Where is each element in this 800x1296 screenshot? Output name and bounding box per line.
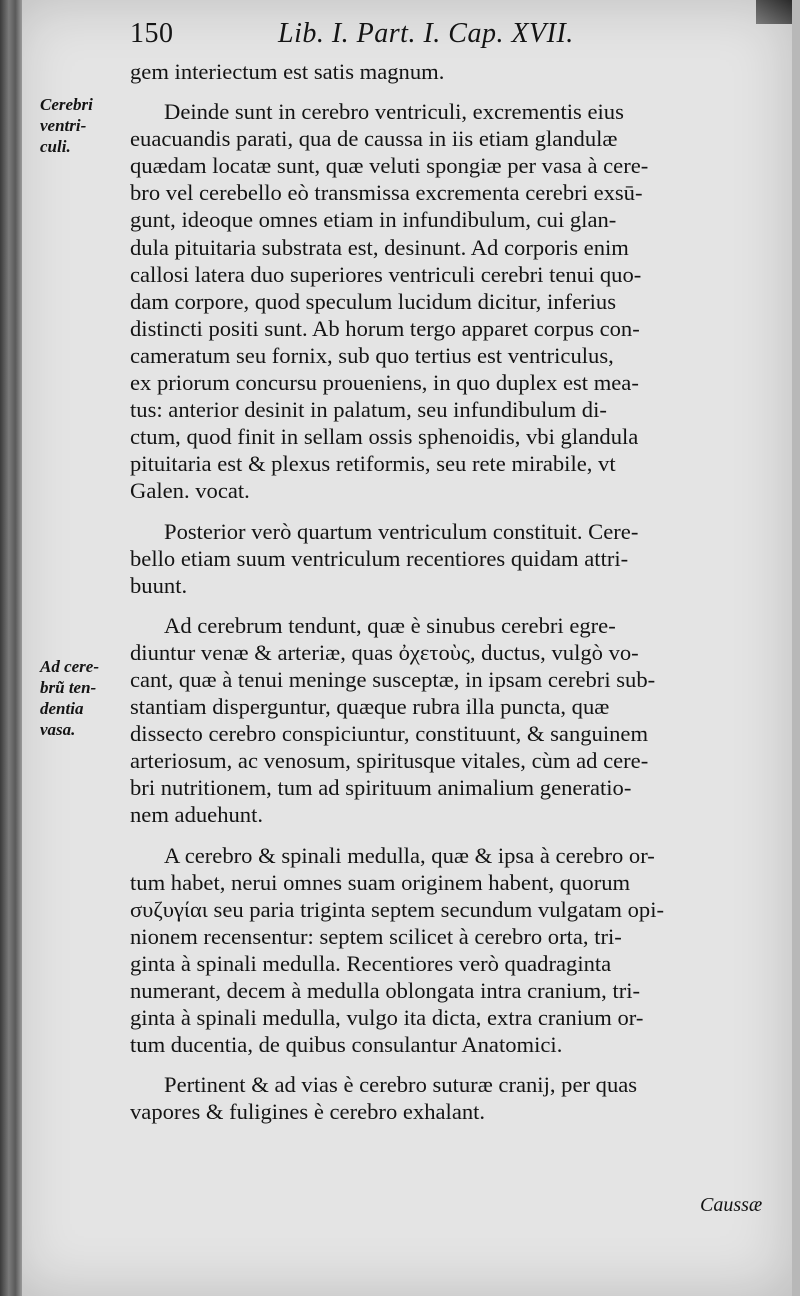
margin-note-line: ventri- [40,116,87,135]
margin-note-line: dentia [40,699,84,718]
text-line: buunt. [130,572,188,598]
text-line: ginta à spinali medulla. Recentiores verò quadraginta [130,950,612,976]
text-line: tus: anterior desinit in palatum, seu infundibulum di- [130,397,607,423]
paragraph [130,829,766,1059]
page-number: 150 [130,18,174,49]
paragraph [130,58,766,85]
running-title: Lib. I. Part. I. Cap. XVII. [278,18,574,49]
text-line: pituitaria est & plexus retiformis, seu rete mirabile, vt [130,451,616,477]
margin-note-line: vasa. [40,720,76,739]
margin-note-line: brũ ten- [40,678,97,697]
book-spine [0,0,22,1296]
text-line: dissecto cerebro conspiciuntur, constituunt, & sanguinem [130,721,649,747]
text-line: nem aduehunt. [130,802,264,828]
text-line: ctum, quod finit in sellam ossis sphenoidis, vbi glandula [130,424,639,450]
paragraph [130,599,766,829]
text-line: A cerebro & spinali medulla, quæ & ipsa à cerebro or- [164,842,655,868]
text-line: bri nutritionem, tum ad spirituum animalium generatio- [130,775,632,801]
margin-note-ad-cerebrum-vasa [40,656,136,740]
margin-note-line: culi. [40,137,71,156]
text-line: Pertinent & ad vias è cerebro suturæ cranij, per quas [164,1072,638,1098]
text-line: cant, quæ à tenui meninge susceptæ, in ipsam cerebri sub- [130,666,656,692]
text-line: tum habet, nerui omnes suam originem habent, quorum [130,869,631,895]
text-line: ginta à spinali medulla, vulgo ita dicta, extra cranium or- [130,1005,644,1031]
text-line: callosi latera duo superiores ventriculi cerebri tenui quo- [130,261,642,287]
book-page [12,0,792,1296]
text-line: tum ducentia, de quibus consulantur Anatomici. [130,1032,563,1058]
text-line: gunt, ideoque omnes etiam in infundibulum, cui glan- [130,207,617,233]
catchword: Caussæ [700,1194,763,1216]
text-line: Deinde sunt in cerebro ventriculi, excrementis eius [164,99,624,125]
text-line: arteriosum, ac venosum, spiritusque vitales, cùm ad cere- [130,748,649,774]
text-line: bello etiam suum ventriculum recentiores quidam attri- [130,545,629,571]
text-line: ex priorum concursu proueniens, in quo duplex est mea- [130,370,639,396]
text-line: distincti positi sunt. Ab horum tergo apparet corpus con- [130,315,640,341]
text-line: quædam locatæ sunt, quæ veluti spongiæ per vasa à cere- [130,153,649,179]
running-header [130,14,760,58]
text-line: Ad cerebrum tendunt, quæ è sinubus cerebri egre- [164,612,616,638]
text-line: dam corpore, quod speculum lucidum dicitur, inferius [130,288,616,314]
text-line: gem interiectum est satis magnum. [130,59,445,84]
page-corner-shadow [756,0,792,24]
text-line: dula pituitaria substrata est, desinunt. Ad corporis enim [130,234,629,260]
margin-note-line: Ad cere- [40,657,100,676]
text-line: numerant, decem à medulla oblongata intra cranium, tri- [130,978,641,1003]
text-line: cameratum seu fornix, sub quo tertius est ventriculus, [130,342,614,368]
text-line: nionem recensentur: septem scilicet à cerebro orta, tri- [130,923,622,949]
text-line: vapores & fuligines è cerebro exhalant. [130,1099,486,1125]
text-line: συζυγίαι seu paria triginta septem secundum vulgatam opi- [130,896,665,922]
text-line: stantiam disperguntur, quæque rubra illa puncta, quæ [130,694,610,720]
paragraph [130,1058,766,1125]
text-line: Galen. vocat. [130,478,250,504]
text-line: bro vel cerebello eò transmissa excrementa cerebri exsū- [130,180,643,206]
text-line: diuntur venæ & arteriæ, quas ὀχετοὺς, ductus, vulgò vo- [130,639,639,665]
body-text [130,58,766,1125]
text-line: Posterior verò quartum ventriculum constituit. Cere- [164,518,639,544]
margin-note-line: Cerebri [40,95,93,114]
paragraph [130,505,766,599]
text-line: euacuandis parati, qua de caussa in iis etiam glandulæ [130,126,618,152]
paragraph [130,85,766,504]
margin-note-cerebri-ventriculi [40,94,136,157]
